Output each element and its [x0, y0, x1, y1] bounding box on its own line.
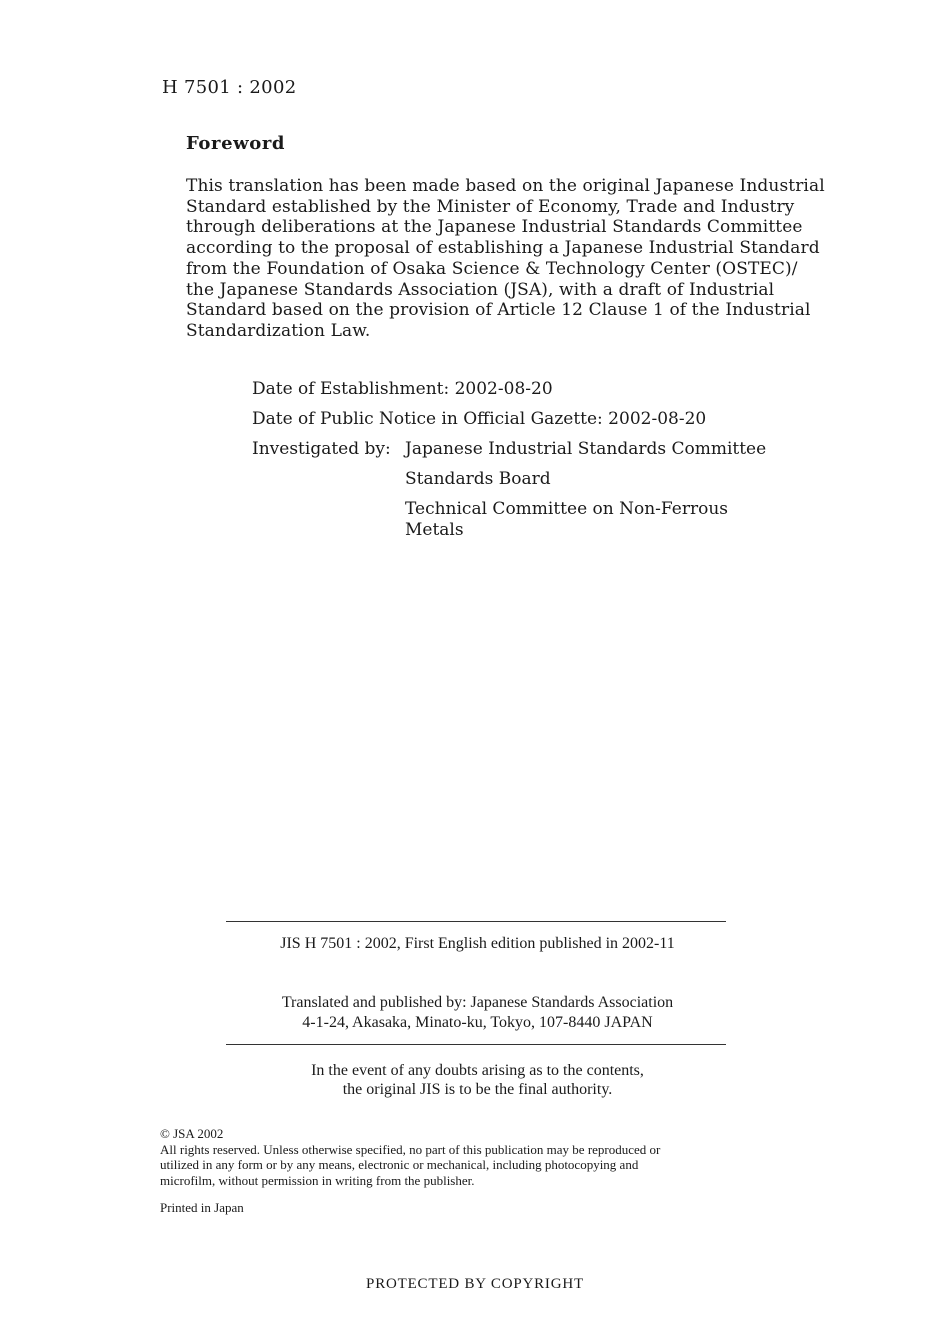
publisher-address: 4-1-24, Akasaka, Minato-ku, Tokyo, 107-8440 JAPAN	[302, 1014, 653, 1031]
copyright-notice	[160, 1126, 790, 1188]
date-of-establishment: Date of Establishment: 2002-08-20	[252, 379, 553, 399]
copyright-line: utilized in any form or by any means, electronic or mechanical, including photocopying and	[160, 1157, 639, 1172]
protected-by-copyright-footer: PROTECTED BY COPYRIGHT	[366, 1276, 584, 1292]
foreword-line: according to the proposal of establishing a Japanese Industrial Standard	[186, 238, 820, 259]
date-of-public-notice: Date of Public Notice in Official Gazette: 2002-08-20	[252, 409, 707, 429]
foreword-heading: Foreword	[186, 133, 286, 154]
foreword-line: This translation has been made based on the original Japanese Industrial	[186, 176, 825, 196]
authority-note-line1: In the event of any doubts arising as to the contents,	[311, 1062, 644, 1079]
investigated-by-technical-committee: Technical Committee on Non-Ferrous	[405, 499, 729, 519]
foreword-paragraph	[186, 176, 825, 342]
investigated-by-board: Standards Board	[405, 469, 551, 489]
investigated-by-technical-committee-cont: Metals	[405, 520, 464, 540]
printed-in-japan: Printed in Japan	[160, 1200, 244, 1215]
foreword-line: from the Foundation of Osaka Science & Technology Center (OSTEC)/	[186, 258, 798, 279]
copyright-line: All rights reserved. Unless otherwise specified, no part of this publication may be reproduced or	[160, 1141, 661, 1157]
authority-note-line2: the original JIS is to be the final authority.	[342, 1081, 613, 1098]
top-divider	[226, 921, 726, 922]
foreword-line: the Japanese Standards Association (JSA), with a draft of Industrial	[186, 279, 775, 300]
foreword-line: through deliberations at the Japanese Industrial Standards Committee	[186, 217, 803, 238]
copyright-line: © JSA 2002	[160, 1126, 224, 1141]
publisher-line: Translated and published by: Japanese Standards Association	[281, 994, 674, 1011]
copyright-line: microfilm, without permission in writing from the publisher.	[160, 1172, 475, 1188]
edition-statement: JIS H 7501 : 2002, First English edition published in 2002-11	[280, 935, 675, 952]
investigated-by-committee: Japanese Industrial Standards Committee	[405, 439, 767, 459]
foreword-line: Standardization Law.	[186, 320, 371, 341]
foreword-line: Standard based on the provision of Article 12 Clause 1 of the Industrial	[186, 300, 811, 321]
document-code: H 7501 : 2002	[162, 77, 297, 98]
foreword-line: Standard established by the Minister of Economy, Trade and Industry	[186, 196, 795, 217]
bottom-divider	[226, 1044, 726, 1045]
investigated-by-label: Investigated by:	[252, 439, 391, 459]
